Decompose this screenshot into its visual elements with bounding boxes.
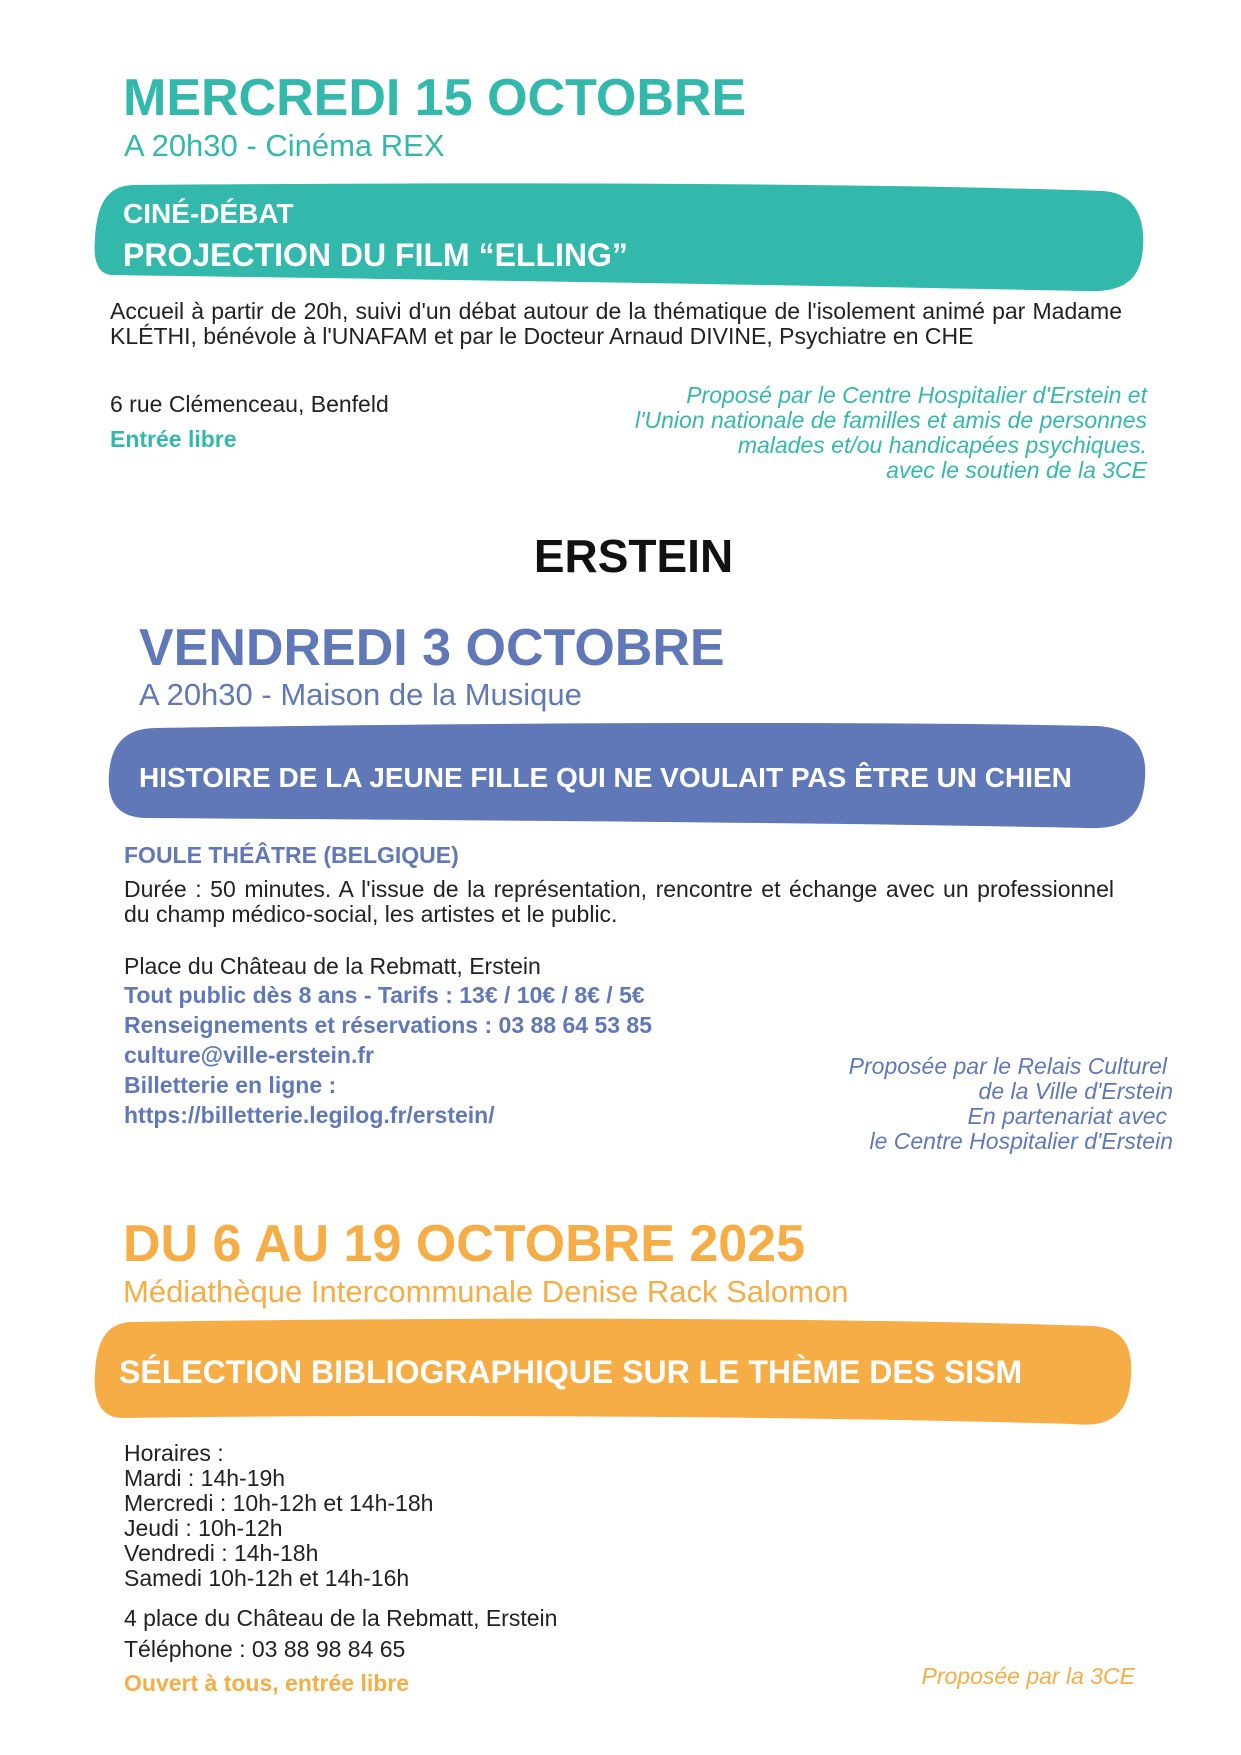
event2-email-link[interactable]: culture@ville-erstein.fr (124, 1042, 374, 1068)
event3-hours-line: Mardi : 14h-19h (124, 1465, 286, 1491)
event3-hours-line: Mercredi : 10h-12h et 14h-18h (124, 1490, 434, 1516)
event1-description: Accueil à partir de 20h, suivi d'un débat autour de la thématique de l'isolement animé par Madame KLÉTHI, bénévole à l'UNAFAM et par le Docteur Arnaud DIVINE, Psychiatre en CHE (110, 298, 1122, 349)
event3-phone: Téléphone : 03 88 98 84 65 (124, 1636, 406, 1662)
event2-audience-prices: Tout public dès 8 ans - Tarifs : 13€ / 10€ / 8€ / 5€ (124, 982, 645, 1008)
event2-credit-line: Proposée par le Relais Culturel (848, 1053, 1167, 1079)
event1-credit-line: avec le soutien de la 3CE (886, 457, 1147, 483)
event2-credit-line: de la Ville d'Erstein (978, 1078, 1173, 1104)
event2-ticketing-label: Billetterie en ligne : (124, 1072, 337, 1098)
event1-credit-line: l'Union nationale de familles et amis de personnes (635, 407, 1147, 433)
event1-banner (93, 183, 1145, 293)
event3-place: Médiathèque Intercommunale Denise Rack Salomon (123, 1274, 849, 1309)
event2-description: Durée : 50 minutes. A l'issue de la représentation, rencontre et échange avec un professionnel du champ médico-social, les artistes et le public. (124, 876, 1114, 927)
event1-credit-line: malades et/ou handicapées psychiques. (737, 432, 1147, 458)
event3-banner-title: SÉLECTION BIBLIOGRAPHIQUE SUR LE THÈME DES SISM (119, 1354, 1023, 1390)
event2-company: FOULE THÉÂTRE (BELGIQUE) (124, 842, 459, 868)
event1-credit (507, 383, 1147, 483)
event3-address: 4 place du Château de la Rebmatt, Erstein (124, 1605, 558, 1631)
event3-hours-line: Jeudi : 10h-12h (124, 1515, 283, 1541)
event2-time-place: A 20h30 - Maison de la Musique (139, 677, 582, 712)
event2-banner-title: HISTOIRE DE LA JEUNE FILLE QUI NE VOULAIT PAS ÊTRE UN CHIEN (139, 762, 1072, 793)
event3-date: DU 6 AU 19 OCTOBRE 2025 (123, 1215, 806, 1273)
event1-banner-line1: CINÉ-DÉBAT (123, 198, 294, 229)
event1-credit-line: Proposé par le Centre Hospitalier d'Erstein et (686, 382, 1147, 408)
event1-entry: Entrée libre (110, 426, 237, 452)
event1-time-place: A 20h30 - Cinéma REX (124, 128, 445, 163)
event2-credit-line: En partenariat avec (967, 1103, 1167, 1129)
event3-banner (93, 1318, 1133, 1428)
event2-banner (107, 722, 1147, 830)
event2-reservations[interactable]: Renseignements et réservations : 03 88 64 53 85 (124, 1012, 653, 1038)
event3-entry: Ouvert à tous, entrée libre (124, 1670, 410, 1696)
event1-date: MERCREDI 15 OCTOBRE (123, 69, 747, 127)
event3-hours-line: Vendredi : 14h-18h (124, 1540, 319, 1566)
event3-hours-line: Samedi 10h-12h et 14h-16h (124, 1565, 410, 1591)
event1-address: 6 rue Clémenceau, Benfeld (110, 391, 389, 417)
event2-credit-line: le Centre Hospitalier d'Erstein (869, 1128, 1173, 1154)
event2-info (124, 980, 652, 1130)
event3-credit: Proposée par la 3CE (921, 1663, 1135, 1689)
event2-date: VENDREDI 3 OCTOBRE (139, 619, 725, 677)
event1-banner-line2: PROJECTION DU FILM “ELLING” (123, 237, 628, 273)
city-heading: ERSTEIN (533, 530, 734, 582)
event3-hours-label: Horaires : (124, 1440, 224, 1466)
event3-hours (124, 1441, 433, 1591)
event2-address: Place du Château de la Rebmatt, Erstein (124, 953, 541, 979)
event2-ticketing-link[interactable]: https://billetterie.legilog.fr/erstein/ (124, 1102, 495, 1128)
event2-credit (653, 1054, 1173, 1154)
